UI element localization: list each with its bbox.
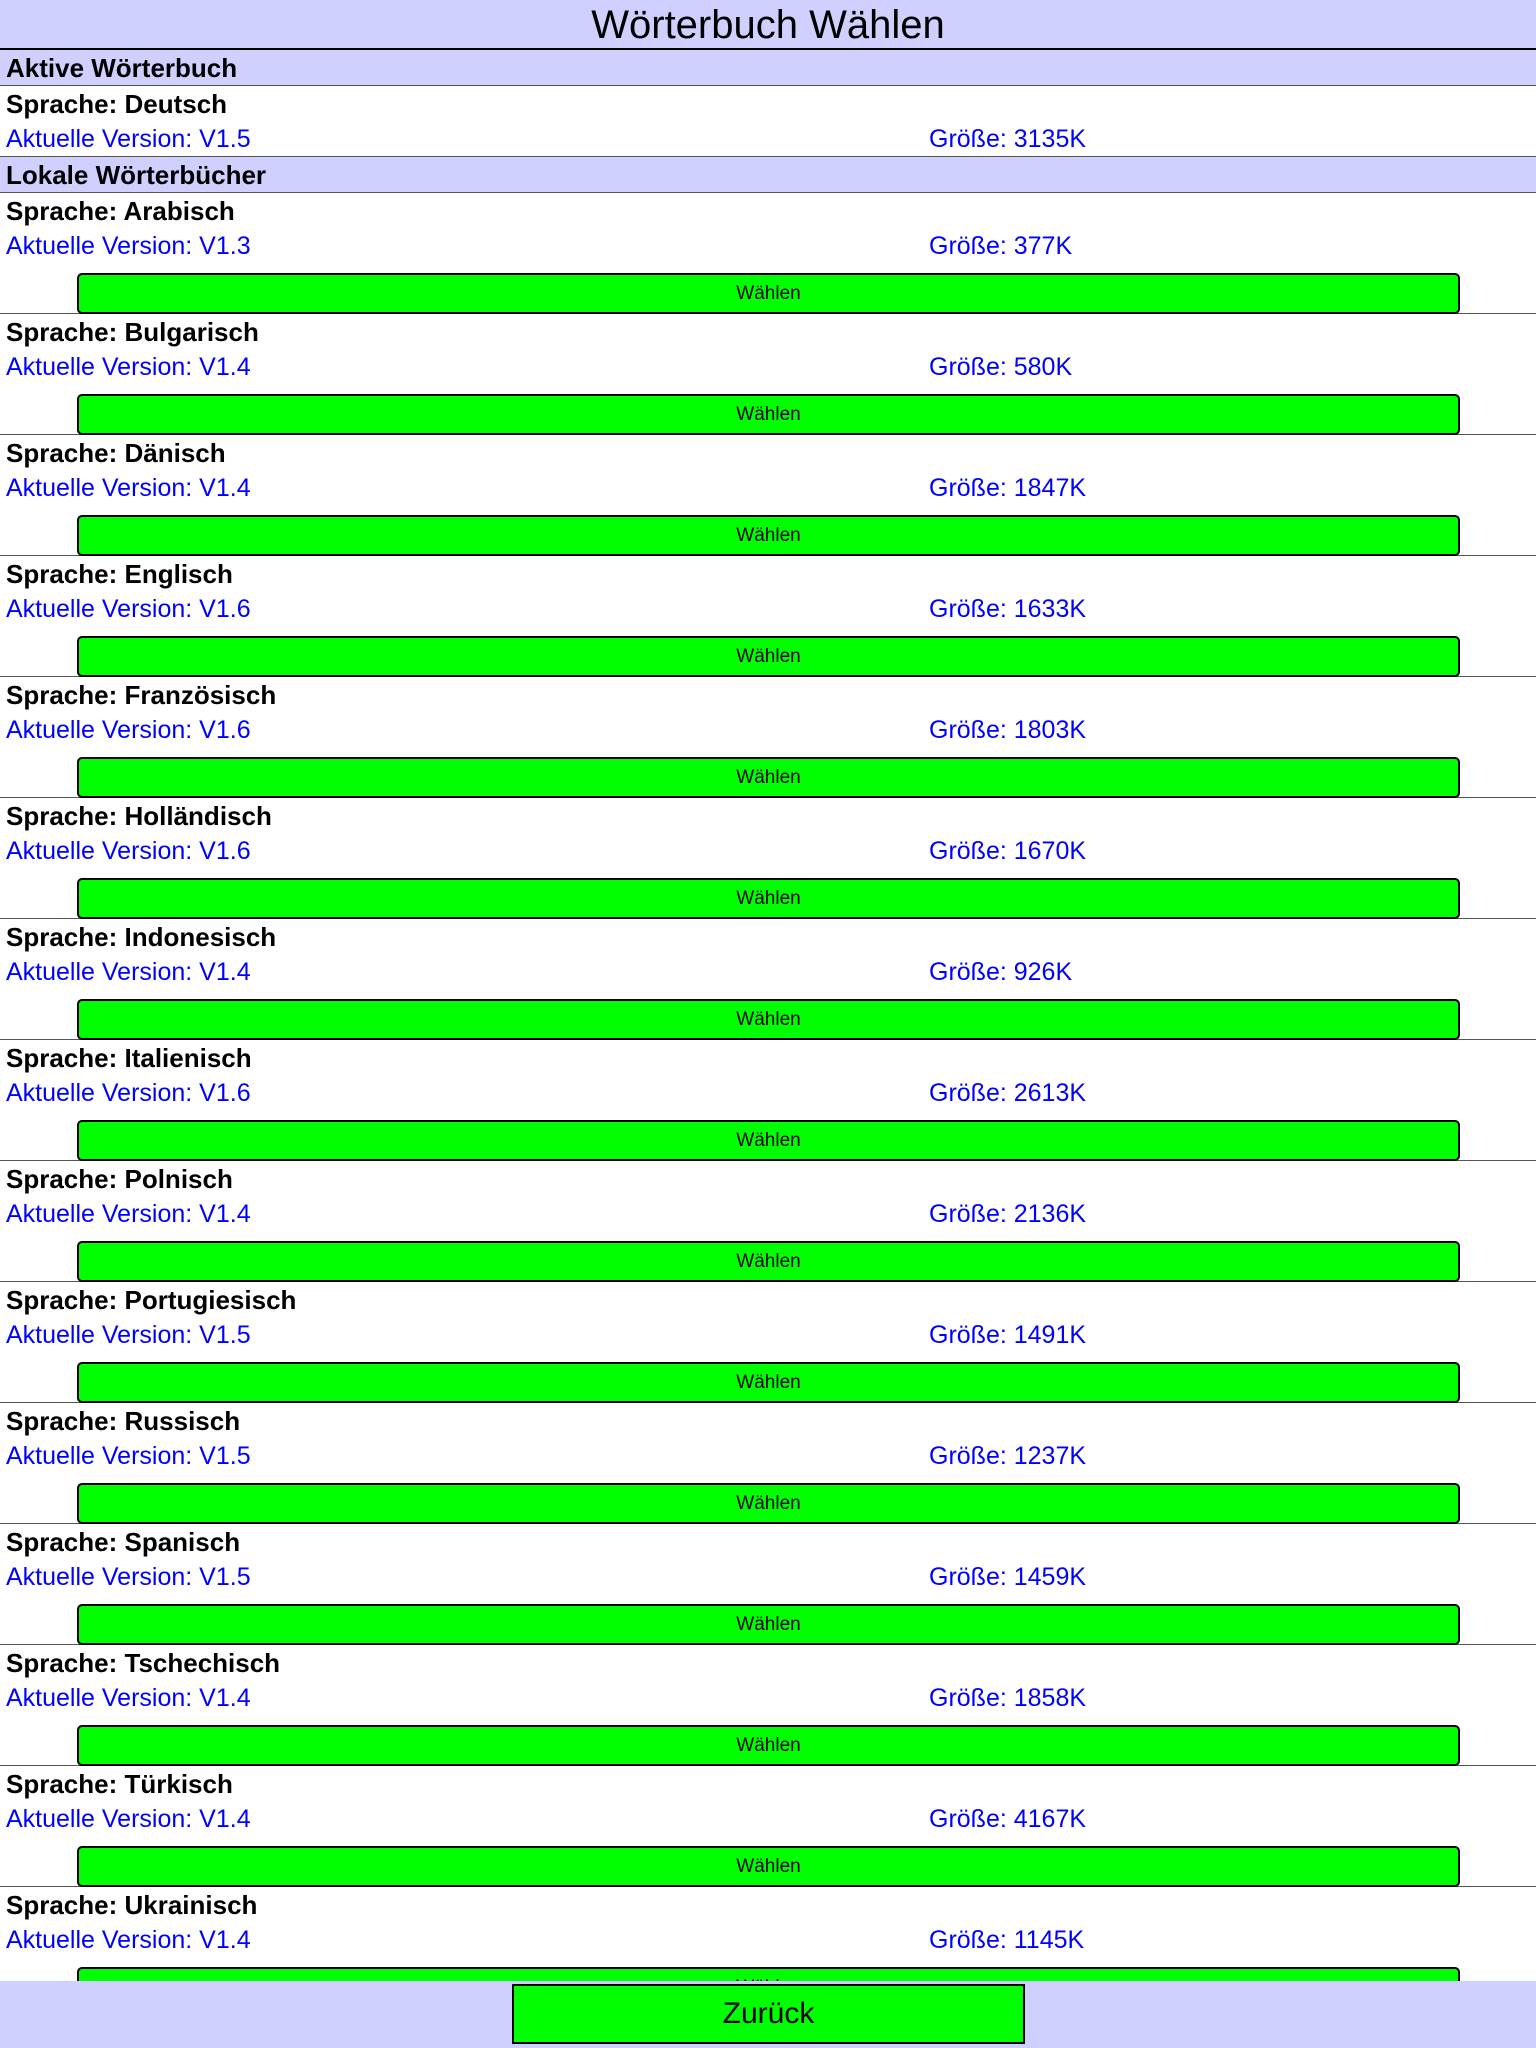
size-label: Größe: 1803K — [929, 716, 1087, 744]
page-title: Wörterbuch Wählen — [0, 0, 1536, 50]
size-label: Größe: 1145K — [929, 1926, 1085, 1954]
dictionary-entry-polnisch — [0, 1161, 1536, 1282]
active-dictionary-entry — [0, 86, 1536, 157]
select-button[interactable]: Wählen — [77, 394, 1460, 435]
size-label: Größe: 377K — [929, 232, 1073, 260]
dictionary-entry-tschechisch — [0, 1645, 1536, 1766]
footer-bar — [0, 1981, 1536, 2048]
select-button[interactable]: Wählen — [77, 1483, 1460, 1524]
dictionary-entry-russisch — [0, 1403, 1536, 1524]
dictionary-entry-bulgarisch — [0, 314, 1536, 435]
language-label: Sprache: Arabisch — [6, 196, 235, 226]
select-button[interactable]: Wählen — [77, 636, 1460, 677]
size-label: Größe: 3135K — [929, 125, 1087, 153]
version-label: Aktuelle Version: V1.4 — [6, 958, 251, 986]
dictionary-entry-tuerkisch — [0, 1766, 1536, 1887]
language-label: Sprache: Polnisch — [6, 1164, 233, 1194]
select-button[interactable]: Wählen — [77, 273, 1460, 314]
version-label: Aktuelle Version: V1.5 — [6, 1442, 251, 1470]
select-button[interactable]: Wählen — [77, 878, 1460, 919]
select-button[interactable]: Wählen — [77, 1846, 1460, 1887]
dictionary-entry-arabisch — [0, 193, 1536, 314]
version-label: Aktuelle Version: V1.5 — [6, 125, 251, 153]
version-label: Aktuelle Version: V1.4 — [6, 1200, 251, 1228]
size-label: Größe: 1237K — [929, 1442, 1087, 1470]
size-label: Größe: 2613K — [929, 1079, 1087, 1107]
dictionary-entry-spanisch — [0, 1524, 1536, 1645]
select-button[interactable]: Wählen — [77, 757, 1460, 798]
version-label: Aktuelle Version: V1.6 — [6, 716, 251, 744]
version-label: Aktuelle Version: V1.5 — [6, 1563, 251, 1591]
language-label: Sprache: Französisch — [6, 680, 277, 710]
size-label: Größe: 926K — [929, 958, 1073, 986]
size-label: Größe: 1847K — [929, 474, 1087, 502]
dictionary-entry-englisch — [0, 556, 1536, 677]
version-label: Aktuelle Version: V1.4 — [6, 1926, 251, 1954]
version-label: Aktuelle Version: V1.3 — [6, 232, 251, 260]
language-label: Sprache: Türkisch — [6, 1769, 233, 1799]
active-dictionary-header: Aktive Wörterbuch — [0, 50, 1536, 86]
select-button[interactable]: Wählen — [77, 1362, 1460, 1403]
size-label: Größe: 1670K — [929, 837, 1087, 865]
select-button[interactable]: Wählen — [77, 1241, 1460, 1282]
dictionary-entry-portugiesisch — [0, 1282, 1536, 1403]
version-label: Aktuelle Version: V1.4 — [6, 353, 251, 381]
language-label: Sprache: Bulgarisch — [6, 317, 259, 347]
select-button[interactable]: Wählen — [77, 1604, 1460, 1645]
language-label: Sprache: Holländisch — [6, 801, 272, 831]
size-label: Größe: 1491K — [929, 1321, 1087, 1349]
language-label: Sprache: Spanisch — [6, 1527, 241, 1557]
size-label: Größe: 1633K — [929, 595, 1087, 623]
language-label: Sprache: Indonesisch — [6, 922, 277, 952]
dictionary-entry-hollaendisch — [0, 798, 1536, 919]
version-label: Aktuelle Version: V1.5 — [6, 1321, 251, 1349]
select-button[interactable]: Wählen — [77, 999, 1460, 1040]
dictionary-entry-italienisch — [0, 1040, 1536, 1161]
language-label: Sprache: Russisch — [6, 1406, 241, 1436]
version-label: Aktuelle Version: V1.4 — [6, 1805, 251, 1833]
size-label: Größe: 580K — [929, 353, 1073, 381]
dictionary-entry-daenisch — [0, 435, 1536, 556]
size-label: Größe: 2136K — [929, 1200, 1087, 1228]
dictionary-entry-franzoesisch — [0, 677, 1536, 798]
language-label: Sprache: Italienisch — [6, 1043, 252, 1073]
select-button[interactable]: Wählen — [77, 1120, 1460, 1161]
language-label: Sprache: Tschechisch — [6, 1648, 281, 1678]
size-label: Größe: 1459K — [929, 1563, 1087, 1591]
size-label: Größe: 1858K — [929, 1684, 1087, 1712]
language-label: Sprache: Portugiesisch — [6, 1285, 297, 1315]
version-label: Aktuelle Version: V1.6 — [6, 837, 251, 865]
version-label: Aktuelle Version: V1.4 — [6, 474, 251, 502]
version-label: Aktuelle Version: V1.6 — [6, 595, 251, 623]
dictionary-list[interactable] — [0, 50, 1536, 1981]
version-label: Aktuelle Version: V1.4 — [6, 1684, 251, 1712]
dictionary-entry-indonesisch — [0, 919, 1536, 1040]
local-dictionaries-header: Lokale Wörterbücher — [0, 157, 1536, 193]
language-label: Sprache: Englisch — [6, 559, 233, 589]
size-label: Größe: 4167K — [929, 1805, 1087, 1833]
language-label: Sprache: Ukrainisch — [6, 1890, 258, 1920]
back-button[interactable]: Zurück — [512, 1984, 1025, 2044]
select-button[interactable]: Wählen — [77, 1725, 1460, 1766]
version-label: Aktuelle Version: V1.6 — [6, 1079, 251, 1107]
language-label: Sprache: Deutsch — [6, 89, 228, 119]
language-label: Sprache: Dänisch — [6, 438, 226, 468]
select-button[interactable]: Wählen — [77, 515, 1460, 556]
